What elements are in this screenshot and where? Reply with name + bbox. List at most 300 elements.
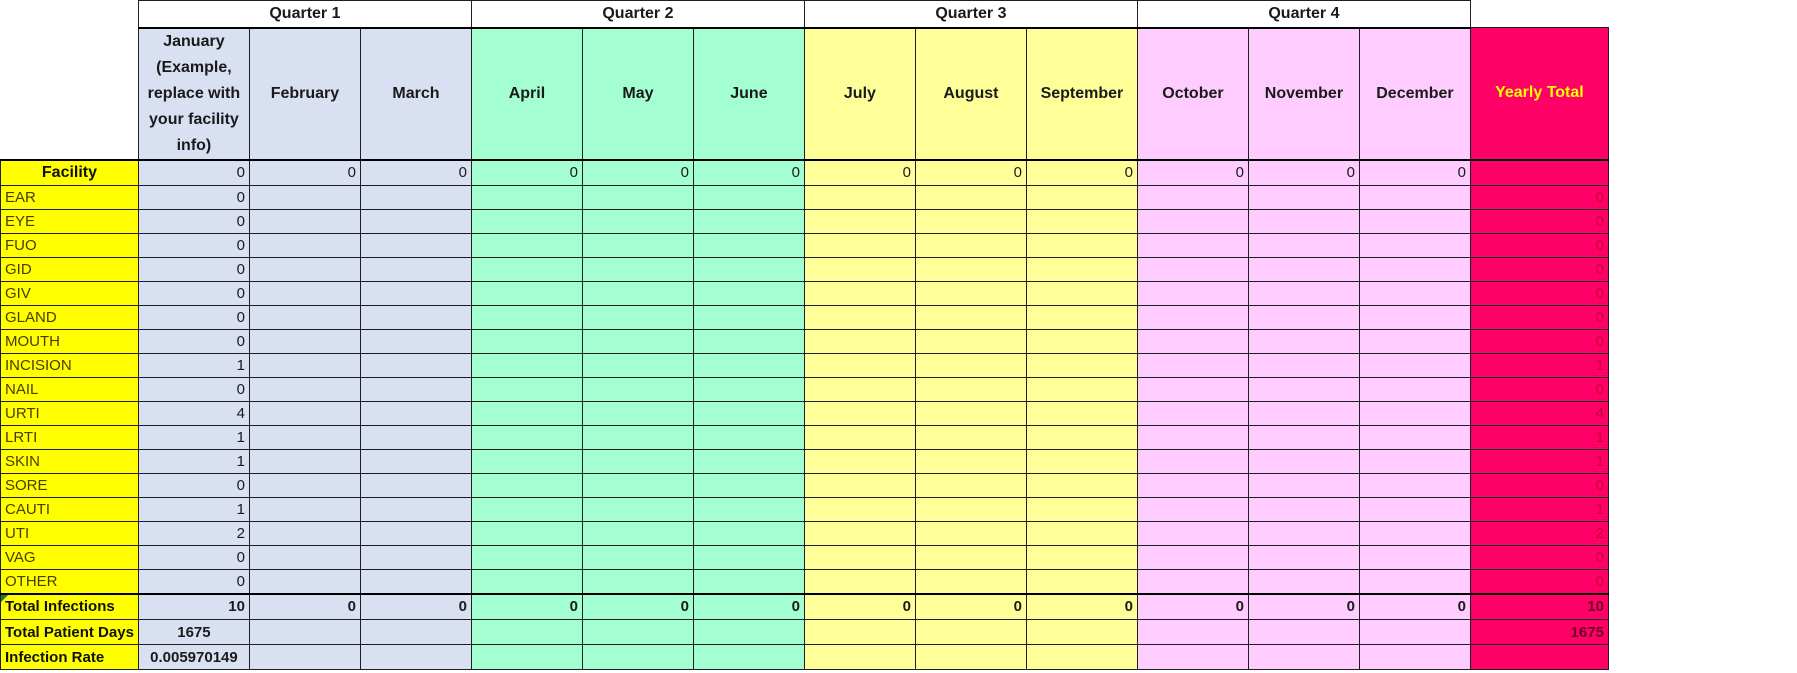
- infection-count-cell[interactable]: 0: [138, 474, 249, 498]
- infection-count-cell[interactable]: [1359, 234, 1470, 258]
- infection-count-cell[interactable]: [693, 474, 804, 498]
- infection-count-cell[interactable]: [471, 234, 582, 258]
- facility-cell[interactable]: 0: [471, 160, 582, 186]
- infection-count-cell[interactable]: [1137, 330, 1248, 354]
- infection-count-cell[interactable]: [804, 402, 915, 426]
- infection-count-cell[interactable]: [693, 282, 804, 306]
- month-may-header[interactable]: May: [582, 28, 693, 160]
- infection-count-cell[interactable]: [360, 330, 471, 354]
- infection-count-cell[interactable]: [471, 354, 582, 378]
- infection-count-cell[interactable]: [360, 234, 471, 258]
- facility-cell[interactable]: 0: [138, 160, 249, 186]
- month-march-header[interactable]: March: [360, 28, 471, 160]
- infection-count-cell[interactable]: [1137, 450, 1248, 474]
- infection-count-cell[interactable]: [582, 258, 693, 282]
- month-july-header[interactable]: July: [804, 28, 915, 160]
- infection-count-cell[interactable]: [471, 186, 582, 210]
- infection-count-cell[interactable]: [1248, 474, 1359, 498]
- infection-count-cell[interactable]: [360, 306, 471, 330]
- infection-yearly-total[interactable]: 1: [1470, 498, 1608, 522]
- total-patient-days-label[interactable]: Total Patient Days: [1, 620, 139, 645]
- total-infections-cell[interactable]: 10: [138, 594, 249, 620]
- patient-days-cell[interactable]: [804, 620, 915, 645]
- infection-count-cell[interactable]: [804, 378, 915, 402]
- infection-count-cell[interactable]: [360, 282, 471, 306]
- infection-type-label[interactable]: EAR: [1, 186, 139, 210]
- total-infections-cell[interactable]: 0: [915, 594, 1026, 620]
- infection-count-cell[interactable]: [582, 522, 693, 546]
- infection-yearly-total[interactable]: 0: [1470, 186, 1608, 210]
- infection-count-cell[interactable]: [915, 402, 1026, 426]
- infection-type-label[interactable]: INCISION: [1, 354, 139, 378]
- infection-count-cell[interactable]: [804, 306, 915, 330]
- infection-count-cell[interactable]: 0: [138, 258, 249, 282]
- infection-count-cell[interactable]: [1248, 234, 1359, 258]
- month-september-header[interactable]: September: [1026, 28, 1137, 160]
- infection-count-cell[interactable]: [804, 186, 915, 210]
- infection-count-cell[interactable]: [915, 210, 1026, 234]
- infection-type-label[interactable]: GLAND: [1, 306, 139, 330]
- infection-count-cell[interactable]: [582, 186, 693, 210]
- month-june-header[interactable]: June: [693, 28, 804, 160]
- infection-count-cell[interactable]: 0: [138, 234, 249, 258]
- infection-count-cell[interactable]: [249, 258, 360, 282]
- infection-count-cell[interactable]: [1248, 306, 1359, 330]
- infection-count-cell[interactable]: [804, 354, 915, 378]
- infection-count-cell[interactable]: [915, 330, 1026, 354]
- infection-count-cell[interactable]: [1137, 426, 1248, 450]
- infection-rate-cell[interactable]: [804, 645, 915, 670]
- infection-count-cell[interactable]: [249, 402, 360, 426]
- month-august-header[interactable]: August: [915, 28, 1026, 160]
- infection-type-label[interactable]: GID: [1, 258, 139, 282]
- infection-count-cell[interactable]: [1248, 378, 1359, 402]
- infection-yearly-total[interactable]: 0: [1470, 378, 1608, 402]
- infection-yearly-total[interactable]: 4: [1470, 402, 1608, 426]
- infection-count-cell[interactable]: [1248, 354, 1359, 378]
- infection-yearly-total[interactable]: 2: [1470, 522, 1608, 546]
- infection-count-cell[interactable]: [582, 354, 693, 378]
- infection-count-cell[interactable]: [249, 522, 360, 546]
- infection-count-cell[interactable]: [249, 186, 360, 210]
- infection-count-cell[interactable]: [693, 426, 804, 450]
- infection-count-cell[interactable]: [1026, 210, 1137, 234]
- infection-count-cell[interactable]: [693, 258, 804, 282]
- infection-count-cell[interactable]: [1248, 330, 1359, 354]
- infection-count-cell[interactable]: [249, 282, 360, 306]
- facility-cell[interactable]: 0: [582, 160, 693, 186]
- total-infections-cell[interactable]: 0: [360, 594, 471, 620]
- infection-count-cell[interactable]: [1248, 522, 1359, 546]
- infection-count-cell[interactable]: [360, 354, 471, 378]
- month-april-header[interactable]: April: [471, 28, 582, 160]
- infection-count-cell[interactable]: [915, 450, 1026, 474]
- month-january-header[interactable]: January (Example, replace with your facility info): [138, 28, 249, 160]
- infection-count-cell[interactable]: [804, 258, 915, 282]
- infection-yearly-total[interactable]: 0: [1470, 210, 1608, 234]
- infection-count-cell[interactable]: [1359, 258, 1470, 282]
- infection-count-cell[interactable]: [1026, 186, 1137, 210]
- infection-count-cell[interactable]: [693, 522, 804, 546]
- infection-yearly-total[interactable]: 1: [1470, 426, 1608, 450]
- infection-type-label[interactable]: EYE: [1, 210, 139, 234]
- infection-rate-cell[interactable]: [360, 645, 471, 670]
- infection-count-cell[interactable]: [1359, 282, 1470, 306]
- infection-count-cell[interactable]: [1248, 570, 1359, 594]
- infection-count-cell[interactable]: 1: [138, 426, 249, 450]
- infection-count-cell[interactable]: [1026, 234, 1137, 258]
- infection-count-cell[interactable]: [1026, 474, 1137, 498]
- infection-count-cell[interactable]: [360, 570, 471, 594]
- facility-cell[interactable]: 0: [360, 160, 471, 186]
- total-infections-label[interactable]: Total Infections: [1, 594, 139, 620]
- infection-count-cell[interactable]: [582, 570, 693, 594]
- infection-type-label[interactable]: NAIL: [1, 378, 139, 402]
- infection-count-cell[interactable]: [693, 306, 804, 330]
- infection-count-cell[interactable]: [693, 546, 804, 570]
- infection-count-cell[interactable]: [693, 354, 804, 378]
- infection-rate-cell[interactable]: [693, 645, 804, 670]
- infection-count-cell[interactable]: [1359, 570, 1470, 594]
- infection-count-cell[interactable]: [693, 330, 804, 354]
- infection-count-cell[interactable]: [915, 186, 1026, 210]
- infection-yearly-total[interactable]: 0: [1470, 306, 1608, 330]
- infection-count-cell[interactable]: [915, 522, 1026, 546]
- infection-count-cell[interactable]: [1026, 546, 1137, 570]
- infection-count-cell[interactable]: [1026, 522, 1137, 546]
- infection-count-cell[interactable]: [582, 426, 693, 450]
- infection-count-cell[interactable]: [915, 282, 1026, 306]
- infection-count-cell[interactable]: [1026, 498, 1137, 522]
- infection-count-cell[interactable]: [1359, 306, 1470, 330]
- infection-count-cell[interactable]: [471, 282, 582, 306]
- infection-count-cell[interactable]: [804, 474, 915, 498]
- infection-type-label[interactable]: VAG: [1, 546, 139, 570]
- infection-count-cell[interactable]: [360, 498, 471, 522]
- infection-count-cell[interactable]: [915, 306, 1026, 330]
- quarter-2-header[interactable]: Quarter 2: [471, 1, 804, 28]
- infection-count-cell[interactable]: 0: [138, 546, 249, 570]
- infection-count-cell[interactable]: [804, 522, 915, 546]
- month-november-header[interactable]: November: [1248, 28, 1359, 160]
- infection-count-cell[interactable]: [360, 474, 471, 498]
- infection-count-cell[interactable]: [1359, 186, 1470, 210]
- patient-days-cell[interactable]: [471, 620, 582, 645]
- total-infections-yearly[interactable]: 10: [1470, 594, 1608, 620]
- infection-count-cell[interactable]: [582, 210, 693, 234]
- infection-count-cell[interactable]: [1359, 426, 1470, 450]
- patient-days-cell[interactable]: [360, 620, 471, 645]
- infection-count-cell[interactable]: [1359, 522, 1470, 546]
- infection-count-cell[interactable]: 0: [138, 282, 249, 306]
- infection-count-cell[interactable]: [915, 258, 1026, 282]
- patient-days-january[interactable]: 1675: [138, 620, 249, 645]
- facility-label[interactable]: Facility: [1, 160, 139, 186]
- infection-count-cell[interactable]: 2: [138, 522, 249, 546]
- infection-rate-cell[interactable]: [1248, 645, 1359, 670]
- infection-yearly-total[interactable]: 0: [1470, 330, 1608, 354]
- infection-count-cell[interactable]: [915, 378, 1026, 402]
- patient-days-cell[interactable]: [1137, 620, 1248, 645]
- infection-yearly-total[interactable]: 0: [1470, 474, 1608, 498]
- infection-count-cell[interactable]: [1248, 498, 1359, 522]
- infection-count-cell[interactable]: [693, 186, 804, 210]
- infection-count-cell[interactable]: [1026, 306, 1137, 330]
- infection-count-cell[interactable]: 0: [138, 330, 249, 354]
- infection-count-cell[interactable]: [249, 570, 360, 594]
- infection-count-cell[interactable]: [1137, 570, 1248, 594]
- infection-count-cell[interactable]: [1248, 210, 1359, 234]
- facility-cell[interactable]: 0: [249, 160, 360, 186]
- infection-count-cell[interactable]: [1248, 450, 1359, 474]
- infection-count-cell[interactable]: [360, 426, 471, 450]
- total-infections-cell[interactable]: 0: [249, 594, 360, 620]
- total-infections-cell[interactable]: 0: [693, 594, 804, 620]
- infection-count-cell[interactable]: [582, 378, 693, 402]
- infection-count-cell[interactable]: [1359, 330, 1470, 354]
- patient-days-cell[interactable]: [582, 620, 693, 645]
- infection-count-cell[interactable]: [360, 258, 471, 282]
- month-october-header[interactable]: October: [1137, 28, 1248, 160]
- infection-count-cell[interactable]: [249, 498, 360, 522]
- infection-count-cell[interactable]: [915, 498, 1026, 522]
- infection-rate-cell[interactable]: [1137, 645, 1248, 670]
- infection-count-cell[interactable]: [1026, 282, 1137, 306]
- infection-count-cell[interactable]: [249, 354, 360, 378]
- month-december-header[interactable]: December: [1359, 28, 1470, 160]
- infection-count-cell[interactable]: [471, 522, 582, 546]
- infection-count-cell[interactable]: [249, 426, 360, 450]
- infection-count-cell[interactable]: [804, 330, 915, 354]
- infection-count-cell[interactable]: [582, 282, 693, 306]
- infection-count-cell[interactable]: [1137, 210, 1248, 234]
- infection-count-cell[interactable]: [360, 402, 471, 426]
- patient-days-cell[interactable]: [915, 620, 1026, 645]
- infection-type-label[interactable]: FUO: [1, 234, 139, 258]
- infection-count-cell[interactable]: [1026, 426, 1137, 450]
- yearly-total-header[interactable]: Yearly Total: [1470, 28, 1608, 160]
- infection-count-cell[interactable]: [804, 546, 915, 570]
- infection-rate-cell[interactable]: [915, 645, 1026, 670]
- infection-count-cell[interactable]: [915, 474, 1026, 498]
- infection-count-cell[interactable]: [249, 306, 360, 330]
- infection-count-cell[interactable]: [1137, 378, 1248, 402]
- infection-count-cell[interactable]: [582, 306, 693, 330]
- infection-count-cell[interactable]: [360, 378, 471, 402]
- infection-count-cell[interactable]: 0: [138, 210, 249, 234]
- infection-count-cell[interactable]: [249, 378, 360, 402]
- facility-yearly-cell[interactable]: [1470, 160, 1608, 186]
- infection-type-label[interactable]: SKIN: [1, 450, 139, 474]
- infection-count-cell[interactable]: [582, 474, 693, 498]
- infection-count-cell[interactable]: [1137, 234, 1248, 258]
- infection-count-cell[interactable]: [915, 546, 1026, 570]
- infection-type-label[interactable]: OTHER: [1, 570, 139, 594]
- infection-count-cell[interactable]: 1: [138, 450, 249, 474]
- infection-count-cell[interactable]: [1359, 546, 1470, 570]
- infection-count-cell[interactable]: [249, 474, 360, 498]
- infection-rate-january[interactable]: 0.005970149: [138, 645, 249, 670]
- infection-count-cell[interactable]: [1137, 306, 1248, 330]
- infection-count-cell[interactable]: [1026, 330, 1137, 354]
- infection-count-cell[interactable]: 1: [138, 354, 249, 378]
- infection-count-cell[interactable]: [471, 330, 582, 354]
- infection-count-cell[interactable]: [1248, 402, 1359, 426]
- infection-count-cell[interactable]: [249, 234, 360, 258]
- infection-count-cell[interactable]: [804, 450, 915, 474]
- infection-count-cell[interactable]: 0: [138, 378, 249, 402]
- quarter-1-header[interactable]: Quarter 1: [138, 1, 471, 28]
- infection-count-cell[interactable]: [471, 450, 582, 474]
- infection-count-cell[interactable]: [471, 210, 582, 234]
- infection-count-cell[interactable]: [1137, 282, 1248, 306]
- infection-count-cell[interactable]: [693, 234, 804, 258]
- infection-count-cell[interactable]: [582, 546, 693, 570]
- patient-days-cell[interactable]: [693, 620, 804, 645]
- infection-count-cell[interactable]: [360, 186, 471, 210]
- infection-count-cell[interactable]: [582, 402, 693, 426]
- infection-rate-yearly[interactable]: [1470, 645, 1608, 670]
- infection-count-cell[interactable]: [693, 498, 804, 522]
- infection-count-cell[interactable]: [1359, 474, 1470, 498]
- infection-count-cell[interactable]: [1137, 402, 1248, 426]
- facility-cell[interactable]: 0: [1248, 160, 1359, 186]
- infection-count-cell[interactable]: [1026, 450, 1137, 474]
- infection-count-cell[interactable]: [471, 546, 582, 570]
- infection-count-cell[interactable]: [1137, 522, 1248, 546]
- infection-count-cell[interactable]: [693, 210, 804, 234]
- infection-count-cell[interactable]: [360, 450, 471, 474]
- infection-yearly-total[interactable]: 0: [1470, 570, 1608, 594]
- infection-count-cell[interactable]: [582, 330, 693, 354]
- infection-rate-cell[interactable]: [249, 645, 360, 670]
- infection-type-label[interactable]: URTI: [1, 402, 139, 426]
- infection-count-cell[interactable]: 0: [138, 186, 249, 210]
- infection-count-cell[interactable]: [1137, 186, 1248, 210]
- infection-count-cell[interactable]: [804, 570, 915, 594]
- infection-count-cell[interactable]: 0: [138, 570, 249, 594]
- infection-count-cell[interactable]: [1026, 258, 1137, 282]
- infection-count-cell[interactable]: [915, 570, 1026, 594]
- infection-count-cell[interactable]: 1: [138, 498, 249, 522]
- infection-count-cell[interactable]: [471, 570, 582, 594]
- infection-count-cell[interactable]: [360, 210, 471, 234]
- infection-count-cell[interactable]: [1137, 474, 1248, 498]
- infection-count-cell[interactable]: 4: [138, 402, 249, 426]
- infection-type-label[interactable]: MOUTH: [1, 330, 139, 354]
- facility-cell[interactable]: 0: [693, 160, 804, 186]
- infection-count-cell[interactable]: [249, 330, 360, 354]
- infection-count-cell[interactable]: [1359, 450, 1470, 474]
- infection-count-cell[interactable]: [471, 402, 582, 426]
- infection-count-cell[interactable]: [804, 282, 915, 306]
- infection-type-label[interactable]: GIV: [1, 282, 139, 306]
- facility-cell[interactable]: 0: [915, 160, 1026, 186]
- total-infections-cell[interactable]: 0: [1359, 594, 1470, 620]
- facility-cell[interactable]: 0: [1026, 160, 1137, 186]
- infection-rate-cell[interactable]: [582, 645, 693, 670]
- infection-count-cell[interactable]: [360, 546, 471, 570]
- infection-count-cell[interactable]: [1137, 546, 1248, 570]
- infection-count-cell[interactable]: [804, 234, 915, 258]
- infection-count-cell[interactable]: [1026, 402, 1137, 426]
- total-infections-cell[interactable]: 0: [471, 594, 582, 620]
- infection-count-cell[interactable]: [1137, 258, 1248, 282]
- facility-cell[interactable]: 0: [804, 160, 915, 186]
- infection-count-cell[interactable]: [471, 306, 582, 330]
- infection-count-cell[interactable]: [1248, 282, 1359, 306]
- facility-cell[interactable]: 0: [1137, 160, 1248, 186]
- infection-count-cell[interactable]: [360, 522, 471, 546]
- infection-count-cell[interactable]: [1026, 570, 1137, 594]
- patient-days-cell[interactable]: [1026, 620, 1137, 645]
- infection-yearly-total[interactable]: 1: [1470, 450, 1608, 474]
- quarter-3-header[interactable]: Quarter 3: [804, 1, 1137, 28]
- infection-count-cell[interactable]: [1137, 498, 1248, 522]
- infection-count-cell[interactable]: [693, 378, 804, 402]
- infection-yearly-total[interactable]: 0: [1470, 282, 1608, 306]
- quarter-4-header[interactable]: Quarter 4: [1137, 1, 1470, 28]
- infection-count-cell[interactable]: [1026, 354, 1137, 378]
- total-infections-cell[interactable]: 0: [1248, 594, 1359, 620]
- infection-yearly-total[interactable]: 0: [1470, 234, 1608, 258]
- infection-count-cell[interactable]: [1248, 186, 1359, 210]
- infection-count-cell[interactable]: [582, 450, 693, 474]
- infection-count-cell[interactable]: [804, 426, 915, 450]
- infection-count-cell[interactable]: [1359, 354, 1470, 378]
- infection-count-cell[interactable]: [1248, 258, 1359, 282]
- infection-type-label[interactable]: UTI: [1, 522, 139, 546]
- infection-count-cell[interactable]: [693, 450, 804, 474]
- total-infections-cell[interactable]: 0: [582, 594, 693, 620]
- infection-rate-cell[interactable]: [471, 645, 582, 670]
- infection-count-cell[interactable]: [471, 426, 582, 450]
- infection-type-label[interactable]: CAUTI: [1, 498, 139, 522]
- infection-count-cell[interactable]: [1359, 402, 1470, 426]
- infection-count-cell[interactable]: [1359, 498, 1470, 522]
- infection-count-cell[interactable]: [804, 498, 915, 522]
- infection-type-label[interactable]: LRTI: [1, 426, 139, 450]
- infection-count-cell[interactable]: [1359, 210, 1470, 234]
- infection-count-cell[interactable]: [804, 210, 915, 234]
- infection-rate-label[interactable]: Infection Rate: [1, 645, 139, 670]
- infection-count-cell[interactable]: [249, 546, 360, 570]
- infection-count-cell[interactable]: 0: [138, 306, 249, 330]
- patient-days-yearly[interactable]: 1675: [1470, 620, 1608, 645]
- infection-count-cell[interactable]: [582, 498, 693, 522]
- infection-yearly-total[interactable]: 0: [1470, 546, 1608, 570]
- infection-yearly-total[interactable]: 0: [1470, 258, 1608, 282]
- patient-days-cell[interactable]: [1248, 620, 1359, 645]
- infection-count-cell[interactable]: [915, 234, 1026, 258]
- infection-count-cell[interactable]: [249, 210, 360, 234]
- patient-days-cell[interactable]: [1359, 620, 1470, 645]
- total-infections-cell[interactable]: 0: [804, 594, 915, 620]
- infection-count-cell[interactable]: [693, 570, 804, 594]
- infection-count-cell[interactable]: [1359, 378, 1470, 402]
- infection-count-cell[interactable]: [249, 450, 360, 474]
- infection-count-cell[interactable]: [471, 474, 582, 498]
- infection-yearly-total[interactable]: 1: [1470, 354, 1608, 378]
- infection-count-cell[interactable]: [471, 378, 582, 402]
- infection-type-label[interactable]: SORE: [1, 474, 139, 498]
- facility-cell[interactable]: 0: [1359, 160, 1470, 186]
- infection-count-cell[interactable]: [915, 426, 1026, 450]
- patient-days-cell[interactable]: [249, 620, 360, 645]
- infection-count-cell[interactable]: [915, 354, 1026, 378]
- infection-count-cell[interactable]: [1248, 426, 1359, 450]
- total-infections-cell[interactable]: 0: [1026, 594, 1137, 620]
